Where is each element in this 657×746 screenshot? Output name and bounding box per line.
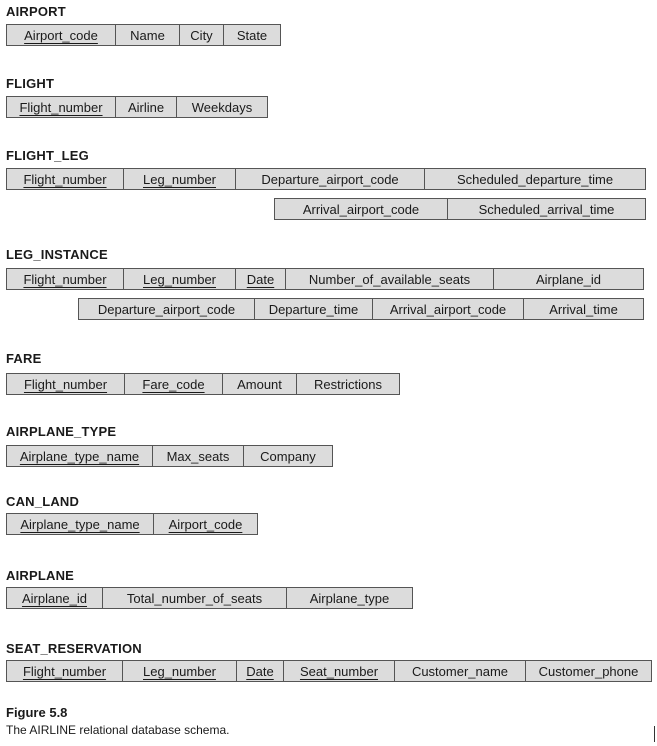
relation-flight-leg-row-2 — [274, 198, 646, 220]
attr-company: Company — [260, 448, 316, 464]
attr-airport-code: Airport_code — [7, 25, 116, 45]
attr-airport-code: Airport_code — [168, 516, 243, 532]
attr-airplane-id: Airplane_id — [535, 271, 602, 287]
relation-leg-instance-row-1 — [6, 268, 644, 290]
attr-flight-number: Flight_number — [7, 661, 123, 681]
attr-arrival-airport-code: Arrival_airport_code — [373, 299, 524, 319]
relation-seat-reservation — [6, 660, 652, 682]
relation-title-can-land: CAN_LAND — [6, 494, 80, 509]
attr-state: State — [236, 27, 268, 43]
relation-airplane — [6, 587, 413, 609]
attr-number-of-available-seats: Number_of_available_seats — [286, 269, 494, 289]
attr-amount: Amount — [223, 374, 297, 394]
attr-flight-number: Flight_number — [7, 169, 124, 189]
attr-date: Date — [237, 661, 284, 681]
relation-title-fare: FARE — [6, 351, 42, 366]
attr-customer-phone: Customer_phone — [538, 663, 639, 679]
attr-seat-number: Seat_number — [284, 661, 395, 681]
figure-caption: The AIRLINE relational database schema. — [6, 723, 230, 737]
relation-flight-leg-row-1 — [6, 168, 646, 190]
relation-fare — [6, 373, 400, 395]
attr-departure-time: Departure_time — [255, 299, 373, 319]
relation-airplane-type — [6, 445, 333, 467]
relation-title-flight-leg: FLIGHT_LEG — [6, 148, 89, 163]
attr-airplane-type-name: Airplane_type_name — [7, 514, 154, 534]
attr-departure-airport-code: Departure_airport_code — [79, 299, 255, 319]
attr-flight-number: Flight_number — [7, 374, 125, 394]
relation-airport — [6, 24, 281, 46]
page-edge-mark — [654, 726, 655, 742]
attr-max-seats: Max_seats — [153, 446, 244, 466]
attr-arrival-airport-code: Arrival_airport_code — [275, 199, 448, 219]
attr-flight-number: Flight_number — [7, 269, 124, 289]
relation-flight — [6, 96, 268, 118]
attr-arrival-time: Arrival_time — [549, 301, 618, 317]
attr-airplane-id: Airplane_id — [7, 588, 103, 608]
attr-leg-number: Leg_number — [123, 661, 237, 681]
attr-city: City — [180, 25, 224, 45]
attr-flight-number: Flight_number — [7, 97, 116, 117]
attr-departure-airport-code: Departure_airport_code — [236, 169, 425, 189]
attr-name: Name — [116, 25, 180, 45]
attr-leg-number: Leg_number — [124, 169, 236, 189]
relation-title-airport: AIRPORT — [6, 4, 66, 19]
attr-date: Date — [236, 269, 286, 289]
attr-airline: Airline — [116, 97, 177, 117]
relation-title-flight: FLIGHT — [6, 76, 55, 91]
attr-scheduled-arrival-time: Scheduled_arrival_time — [478, 201, 615, 217]
attr-restrictions: Restrictions — [314, 376, 382, 392]
attr-scheduled-departure-time: Scheduled_departure_time — [456, 171, 614, 187]
figure-label: Figure 5.8 — [6, 705, 68, 720]
attr-weekdays: Weekdays — [191, 99, 253, 115]
attr-airplane-type-name: Airplane_type_name — [7, 446, 153, 466]
attr-customer-name: Customer_name — [395, 661, 526, 681]
relation-title-airplane: AIRPLANE — [6, 568, 75, 583]
attr-fare-code: Fare_code — [125, 374, 223, 394]
relation-title-leg-instance: LEG_INSTANCE — [6, 247, 108, 262]
attr-airplane-type: Airplane_type — [309, 590, 390, 606]
relation-leg-instance-row-2 — [78, 298, 644, 320]
attr-total-number-of-seats: Total_number_of_seats — [103, 588, 287, 608]
relation-title-seat-reservation: SEAT_RESERVATION — [6, 641, 142, 656]
attr-leg-number: Leg_number — [124, 269, 236, 289]
relation-title-airplane-type: AIRPLANE_TYPE — [6, 424, 117, 439]
relation-can-land — [6, 513, 258, 535]
